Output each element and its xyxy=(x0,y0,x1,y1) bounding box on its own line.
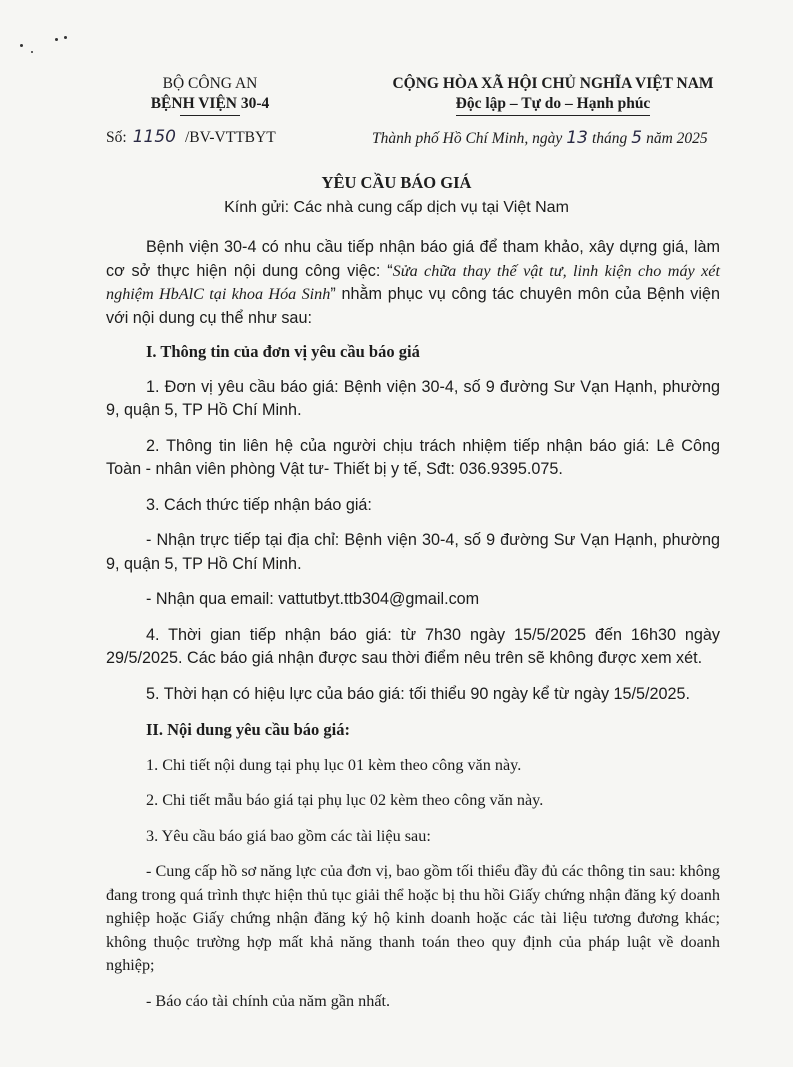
month-label: tháng xyxy=(591,130,628,147)
section-2-heading: II. Nội dung yêu cầu báo giá: xyxy=(146,720,351,739)
section-1-item: 3. Cách thức tiếp nhận báo giá: xyxy=(146,495,372,514)
section-1-item: 2. Thông tin liên hệ của người chịu trách nhiệm tiếp nhận báo giá: Lê Công Toàn - nhân viên phòng Vật tư- Thiết bị y tế, Sđt: 036.9395.075. xyxy=(106,436,720,478)
section-2-item: - Báo cáo tài chính của năm gần nhất. xyxy=(146,991,391,1010)
document-number xyxy=(106,127,276,147)
year-label: năm 2025 xyxy=(646,130,708,147)
scan-speck xyxy=(20,44,23,47)
handwritten-number: 1150 xyxy=(132,127,176,147)
intro-task-title: Sửa chữa thay thế vật tư, linh kiện cho máy xét nghiệm HbAlC tại khoa Hóa Sinh xyxy=(106,261,720,303)
section-2-item: 3. Yêu cầu báo giá bao gồm các tài liệu sau: xyxy=(146,826,431,845)
intro-paragraph xyxy=(106,236,720,330)
section-1-item: 5. Thời hạn có hiệu lực của báo giá: tối thiểu 90 ngày kể từ ngày 15/5/2025. xyxy=(146,684,691,703)
section-1-item: - Nhận trực tiếp tại địa chỉ: Bệnh viện 30-4, số 9 đường Sư Vạn Hạnh, phường 9, quận 5, TP Hồ Chí Minh. xyxy=(106,531,720,573)
intro-after: ” nhằm phục vụ công tác chuyên môn của Bệnh viện với nội dung cụ thể như sau: xyxy=(106,285,720,327)
scan-speck xyxy=(31,51,33,53)
section-2-item: - Cung cấp hồ sơ năng lực của đơn vị, bao gồm tối thiểu đầy đủ các thông tin sau: không đang trong quá trình thực hiện thủ tục giải thể hoặc bị thu hồi Giấy chứng nhận đăng ký doanh nghiệp hoặc Giấy chứng nhận đăng ký hộ kinh doanh hoặc các tài liệu tương đương khác; không thuộc trường hợp mất khả năng thanh toán theo quy định của pháp luật về doanh nghiệp; xyxy=(106,862,720,974)
handwritten-month: 5 xyxy=(631,128,643,148)
country-name: CỘNG HÒA XÃ HỘI CHỦ NGHĨA VIỆT NAM xyxy=(392,75,714,92)
section-1-item: 4. Thời gian tiếp nhận báo giá: từ 7h30 ngày 15/5/2025 đến 16h30 ngày 29/5/2025. Các báo giá nhận được sau thời điểm nêu trên sẽ không được xem xét. xyxy=(106,625,720,667)
date-prefix: Thành phố Hồ Chí Minh, ngày xyxy=(372,130,563,147)
number-suffix: /BV-VTTBYT xyxy=(184,129,276,146)
national-header xyxy=(338,74,768,116)
section-2-item: 2. Chi tiết mẫu báo giá tại phụ lục 02 kèm theo công văn này. xyxy=(146,791,544,809)
hospital-name: BỆNH VIỆN 30-4 xyxy=(150,95,270,112)
issuer-underline xyxy=(180,115,240,116)
issuer-block xyxy=(105,74,315,116)
intro-before: Bệnh viện 30-4 có nhu cầu tiếp nhận báo giá để tham khảo, xây dựng giá, làm cơ sở thực hiện nội dung công việc: “ xyxy=(106,238,720,280)
document-title: YÊU CẦU BÁO GIÁ xyxy=(321,173,472,192)
handwritten-day: 13 xyxy=(566,128,588,148)
section-2-item: 1. Chi tiết nội dung tại phụ lục 01 kèm theo công văn này. xyxy=(146,755,522,774)
greeting-line: Kính gửi: Các nhà cung cấp dịch vụ tại Việt Nam xyxy=(224,199,569,216)
document-body xyxy=(106,236,720,1025)
section-1-item: 1. Đơn vị yêu cầu báo giá: Bệnh viện 30-4, số 9 đường Sư Vạn Hạnh, phường 9, quận 5, TP Hồ Chí Minh. xyxy=(106,377,720,419)
ministry-name: BỘ CÔNG AN xyxy=(162,75,258,92)
number-label: Số: xyxy=(106,129,127,146)
scan-speck xyxy=(55,38,58,41)
section-1-email: - Nhận qua email: vattutbyt.ttb304@gmail.com xyxy=(146,590,480,608)
section-1-heading: I. Thông tin của đơn vị yêu cầu báo giá xyxy=(146,342,420,361)
document-date xyxy=(372,128,708,148)
scan-speck xyxy=(64,36,67,39)
national-motto: Độc lập – Tự do – Hạnh phúc xyxy=(456,94,651,116)
